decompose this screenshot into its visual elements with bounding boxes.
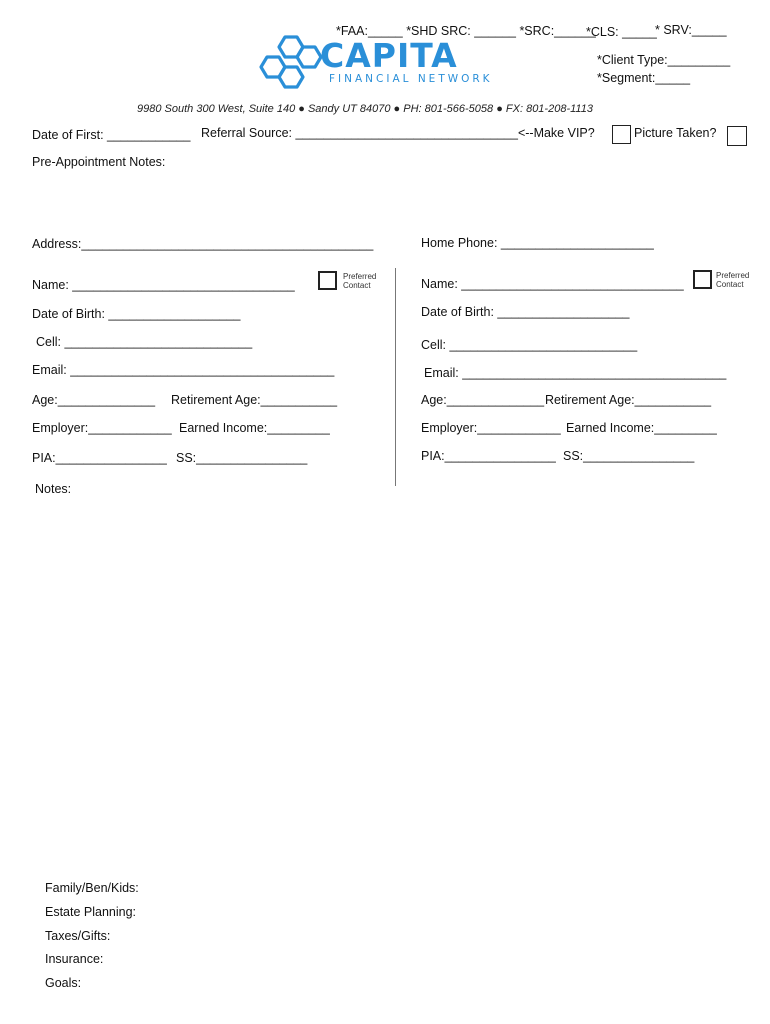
column-divider [395, 268, 396, 486]
right-email-field[interactable]: Email: ______________________________________ [424, 366, 727, 380]
picture-taken-label: Picture Taken? [634, 126, 717, 140]
goals-label: Goals: [45, 976, 82, 990]
left-preferred-contact-checkbox[interactable] [318, 271, 337, 290]
right-earned-income-field[interactable]: Earned Income:_________ [566, 421, 717, 435]
right-pia-field[interactable]: PIA:________________ [421, 449, 556, 463]
left-name-field[interactable]: Name: ________________________________ [32, 278, 295, 292]
make-vip-checkbox[interactable] [612, 125, 631, 144]
address-field[interactable]: Address:__________________________________________ [32, 237, 374, 251]
home-phone-field[interactable]: Home Phone: ______________________ [421, 236, 654, 250]
right-dob-field[interactable]: Date of Birth: ___________________ [421, 305, 630, 319]
right-ss-field[interactable]: SS:________________ [563, 449, 695, 463]
left-dob-field[interactable]: Date of Birth: ___________________ [32, 307, 241, 321]
left-preferred-label-1: Preferred [343, 272, 377, 281]
right-name-field[interactable]: Name: ________________________________ [421, 277, 684, 291]
right-cell-field[interactable]: Cell: ___________________________ [421, 338, 638, 352]
taxes-gifts-label: Taxes/Gifts: [45, 929, 111, 943]
logo-wordmark: CAPITA [320, 36, 458, 75]
left-ss-field[interactable]: SS:________________ [176, 451, 308, 465]
right-age-field[interactable]: Age:______________ [421, 393, 545, 407]
picture-taken-checkbox[interactable] [727, 126, 747, 146]
right-preferred-label-2: Contact [716, 280, 744, 289]
header-codes: *FAA:_____ *SHD SRC: ______ *SRC:______ [336, 24, 596, 38]
client-type-field: *Client Type:_________ [597, 53, 731, 67]
hexagon-logo-icon [255, 34, 327, 90]
referral-source-field[interactable]: Referral Source: ________________________________<--Make VIP? [201, 126, 595, 140]
left-employer-field[interactable]: Employer:____________ [32, 421, 172, 435]
estate-planning-label: Estate Planning: [45, 905, 137, 919]
right-preferred-label-1: Preferred [716, 271, 750, 280]
left-cell-field[interactable]: Cell: ___________________________ [36, 335, 253, 349]
company-address: 9980 South 300 West, Suite 140 ● Sandy UT 84070 ● PH: 801-566-5058 ● FX: 801-208-1113 [137, 103, 593, 115]
family-ben-kids-label: Family/Ben/Kids: [45, 881, 139, 895]
right-retirement-age-field[interactable]: Retirement Age:___________ [545, 393, 712, 407]
left-pia-field[interactable]: PIA:________________ [32, 451, 167, 465]
date-of-first-field[interactable]: Date of First: ____________ [32, 128, 191, 142]
left-age-field[interactable]: Age:______________ [32, 393, 156, 407]
insurance-label: Insurance: [45, 952, 104, 966]
pre-appointment-notes-label: Pre-Appointment Notes: [32, 155, 166, 169]
left-earned-income-field[interactable]: Earned Income:_________ [179, 421, 330, 435]
cls-field: *CLS: _____ [586, 25, 657, 39]
right-employer-field[interactable]: Employer:____________ [421, 421, 561, 435]
left-preferred-label-2: Contact [343, 281, 371, 290]
logo-subtitle: FINANCIAL NETWORK [329, 73, 493, 85]
left-email-field[interactable]: Email: ______________________________________ [32, 363, 335, 377]
srv-field: * SRV:_____ [655, 23, 727, 37]
left-retirement-age-field[interactable]: Retirement Age:___________ [171, 393, 338, 407]
notes-label: Notes: [35, 482, 72, 496]
segment-field: *Segment:_____ [597, 71, 691, 85]
right-preferred-contact-checkbox[interactable] [693, 270, 712, 289]
